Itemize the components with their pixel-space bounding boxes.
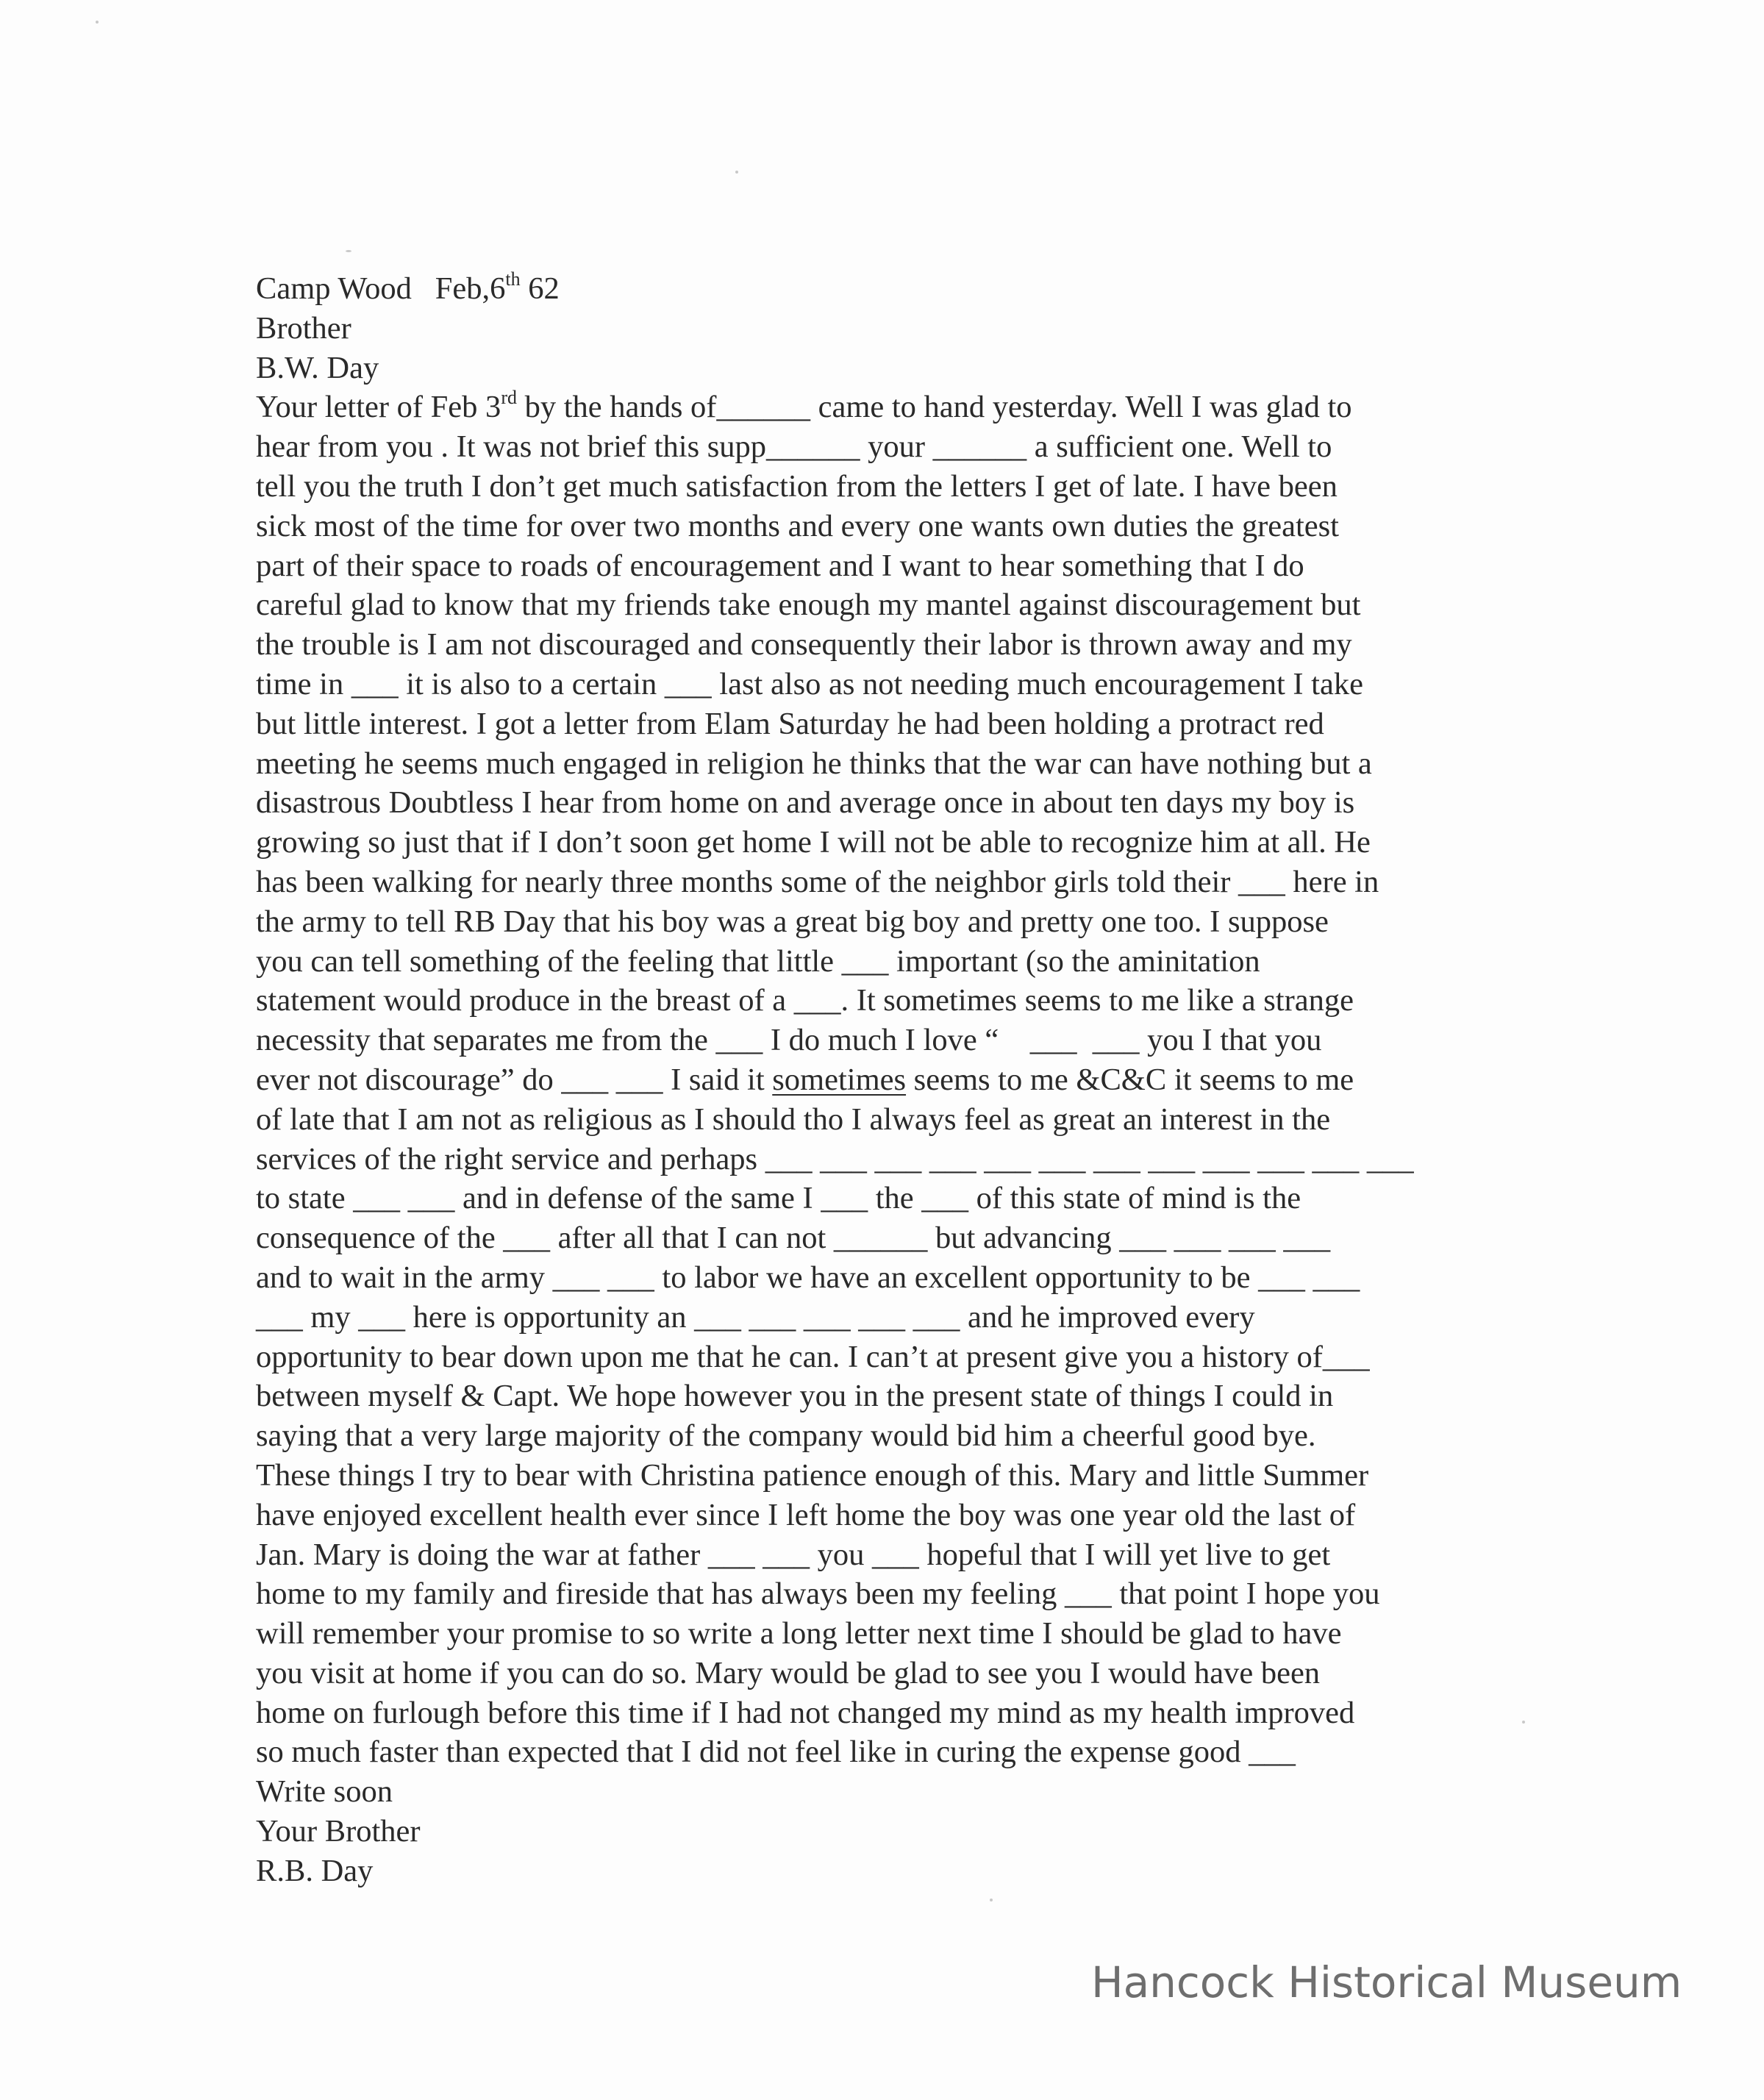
scan-speck: [346, 250, 351, 252]
body-line: home to my family and fireside that has always been my feeling ___ that point I hope you: [256, 1576, 1380, 1612]
body-line: Your letter of Feb 3rd by the hands of______ came to hand yesterday. Well I was glad to: [256, 387, 1352, 425]
body-line: statement would produce in the breast of a ___. It sometimes seems to me like a strange: [256, 983, 1354, 1018]
body-line: disastrous Doubtless I hear from home on and average once in about ten days my boy is: [256, 785, 1355, 821]
scan-speck: [96, 21, 99, 24]
body-line: hear from you . It was not brief this supp______ your ______ a sufficient one. Well to: [256, 429, 1332, 465]
body-line: you can tell something of the feeling that little ___ important (so the aminitation: [256, 943, 1260, 979]
salutation-line: B.W. Day: [256, 350, 379, 385]
scan-speck: [735, 171, 738, 174]
body-line: you visit at home if you can do so. Mary would be glad to see you I would have been: [256, 1655, 1321, 1690]
place: Camp Wood: [256, 271, 412, 306]
body-line: Jan. Mary is doing the war at father ___ ___ you ___ hopeful that I will yet live to get: [256, 1537, 1331, 1572]
signature: R.B. Day: [256, 1853, 374, 1888]
body-line: tell you the truth I don’t get much satisfaction from the letters I get of late. I have been: [256, 468, 1338, 504]
body-line: consequence of the ___ after all that I can not ______ but advancing ___ ___ ___ ___: [256, 1221, 1331, 1256]
body-line: part of their space to roads of encouragement and I want to hear something that I do: [256, 548, 1304, 583]
body-line: meeting he seems much engaged in religion he thinks that the war can have nothing but a: [256, 746, 1372, 781]
letter-heading: [256, 269, 1521, 309]
body-line: but little interest. I got a letter from Elam Saturday he had been holding a protract red: [256, 706, 1324, 741]
closing-line: Write soon: [256, 1774, 393, 1810]
scan-speck: [1522, 1721, 1525, 1724]
underlined-word: sometimes: [772, 1062, 907, 1097]
salutation-line: Brother: [256, 310, 351, 346]
body-line: sick most of the time for over two months and every one wants own duties the greatest: [256, 508, 1339, 543]
letter-transcription: [256, 269, 1521, 1891]
scan-speck: [990, 1899, 993, 1901]
body-line: careful glad to know that my friends take enough my mantel against discouragement but: [256, 588, 1361, 623]
body-line: home on furlough before this time if I had not changed my mind as my health improved: [256, 1695, 1355, 1730]
body-line: of late that I am not as religious as I should tho I always feel as great an interest in the: [256, 1101, 1331, 1137]
body-line: ever not discourage” do ___ ___ I said it sometimes seems to me &C&C it seems to me: [256, 1062, 1354, 1097]
closing-line: Your Brother: [256, 1814, 421, 1849]
body-line: These things I try to bear with Christina patience enough of this. Mary and little Summer: [256, 1457, 1369, 1493]
body-line: time in ___ it is also to a certain ___ last also as not needing much encouragement I take: [256, 666, 1363, 701]
body-line: services of the right service and perhaps ___ ___ ___ ___ ___ ___ ___ ___ ___ ___ ___ ___: [256, 1141, 1414, 1176]
body-line: growing so just that if I don’t soon get home I will not be able to recognize him at all. He: [256, 825, 1371, 860]
body-line: between myself & Capt. We hope however you in the present state of things I could in: [256, 1379, 1334, 1414]
body-line: has been walking for nearly three months some of the neighbor girls told their ___ here in: [256, 864, 1379, 899]
body-line: and to wait in the army ___ ___ to labor we have an excellent opportunity to be ___ ___: [256, 1260, 1360, 1295]
date: Feb,6th 62: [435, 268, 560, 306]
body-line: necessity that separates me from the ___ I do much I love “ ___ ___ you I that you: [256, 1023, 1322, 1058]
body-line: saying that a very large majority of the company would bid him a cheerful good bye.: [256, 1418, 1316, 1454]
body-line: have enjoyed excellent health ever since I left home the boy was one year old the last of: [256, 1497, 1356, 1532]
body-line: will remember your promise to so write a long letter next time I should be glad to have: [256, 1616, 1342, 1651]
museum-watermark: Hancock Historical Museum: [1091, 1957, 1682, 2007]
body-line: ___ my ___ here is opportunity an ___ ___ ___ ___ ___ and he improved every: [256, 1299, 1255, 1335]
body-line: the army to tell RB Day that his boy was a great big boy and pretty one too. I suppose: [256, 904, 1329, 939]
body-line: opportunity to bear down upon me that he can. I can’t at present give you a history of___: [256, 1339, 1370, 1374]
body-line: to state ___ ___ and in defense of the same I ___ the ___ of this state of mind is the: [256, 1181, 1301, 1216]
body-line: so much faster than expected that I did not feel like in curing the expense good ___: [256, 1735, 1296, 1770]
body-line: the trouble is I am not discouraged and consequently their labor is thrown away and my: [256, 627, 1352, 662]
